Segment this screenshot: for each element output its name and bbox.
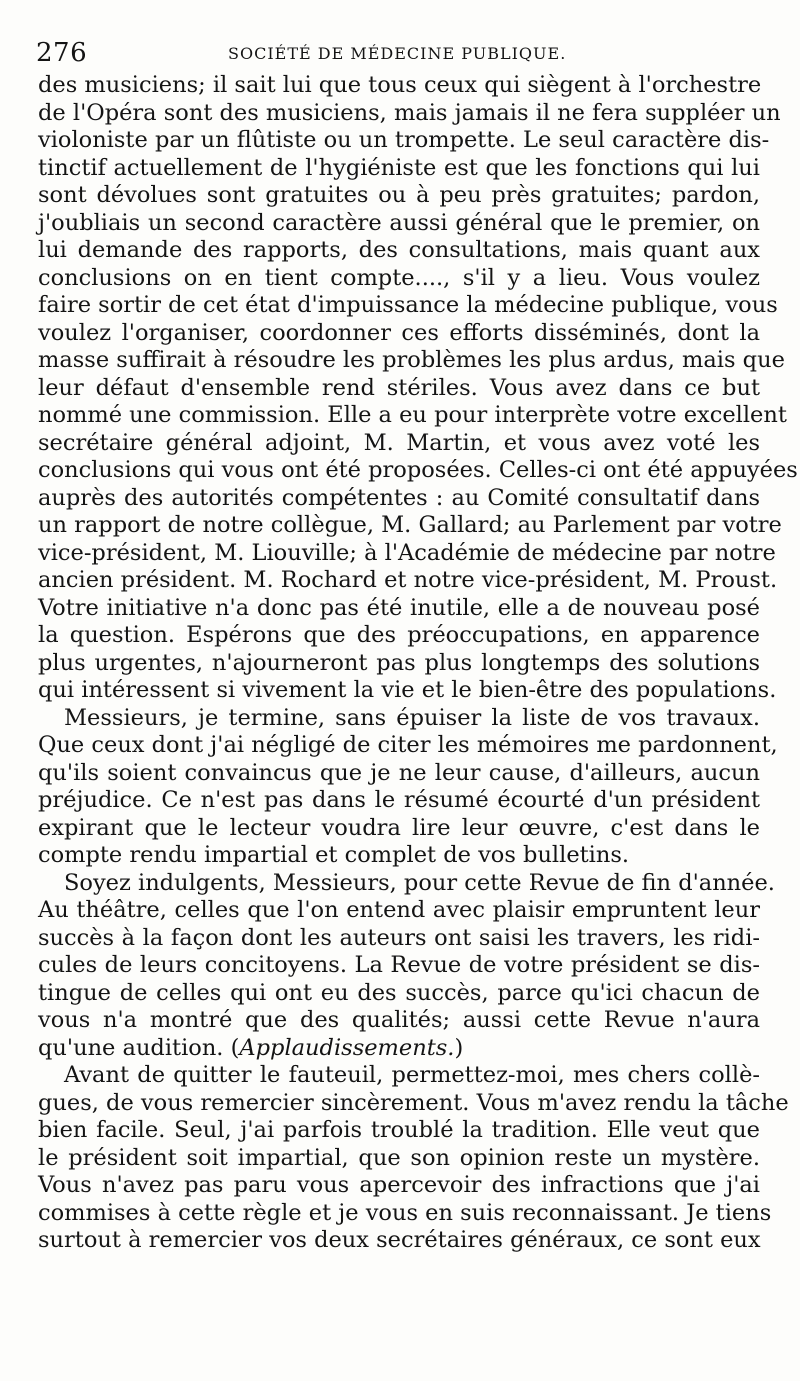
text-line: vice-président, M. Liouville; à l'Académie de médecine par notre	[38, 539, 776, 566]
text-line: Messieurs, je termine, sans épuiser la liste de vos travaux.	[64, 704, 760, 731]
text-line: faire sortir de cet état d'impuissance la médecine publique, vous	[38, 292, 778, 318]
text-line: compte rendu impartial et complet de vos bulletins.	[38, 842, 630, 868]
text-line: tinctif actuellement de l'hygiéniste est que les fonctions qui lui	[38, 154, 760, 181]
text-line: expirant que le lecteur voudra lire leur œuvre, c'est dans le	[38, 814, 760, 841]
paragraph	[38, 869, 775, 1063]
text-line: violoniste par un flûtiste ou un trompette. Le seul caractère dis-	[38, 127, 770, 153]
text-line: lui demande des rapports, des consultations, mais quant aux	[38, 237, 760, 263]
text-line: la question. Espérons que des préoccupations, en apparence	[38, 622, 760, 648]
text-line: Que ceux dont j'ai négligé de citer les mémoires me pardonnent,	[38, 732, 778, 758]
paragraph	[38, 1062, 789, 1255]
text-line: préjudice. Ce n'est pas dans le résumé écourté d'un président	[38, 787, 760, 813]
text-line: auprès des autorités compétentes : au Comité consultatif dans	[38, 484, 760, 511]
text-line: secrétaire général adjoint, M. Martin, et vous avez voté les	[38, 429, 760, 456]
text-line: succès à la façon dont les auteurs ont saisi les travers, les ridi-	[38, 924, 760, 951]
text-line: ancien président. M. Rochard et notre vice-président, M. Proust.	[38, 567, 778, 593]
text-line: sont dévolues sont gratuites ou à peu près gratuites; pardon,	[38, 182, 760, 208]
text-line: Votre initiative n'a donc pas été inutile, elle a de nouveau posé	[38, 594, 760, 621]
text-fragment: )	[454, 1034, 464, 1061]
paragraph	[38, 72, 798, 705]
paragraph	[38, 704, 778, 870]
page-number: 276	[36, 38, 88, 68]
text-line: masse suffirait à résoudre les problèmes les plus ardus, mais que	[38, 347, 785, 373]
text-line: Au théâtre, celles que l'on entend avec plaisir empruntent leur	[38, 897, 760, 923]
text-line: cules de leurs concitoyens. La Revue de votre président se dis-	[38, 952, 760, 978]
text-line: surtout à remercier vos deux secrétaires généraux, ce sont eux	[38, 1227, 761, 1253]
text-line: Soyez indulgents, Messieurs, pour cette Revue de fin d'année.	[64, 869, 775, 896]
text-line: bien facile. Seul, j'ai parfois troublé la tradition. Elle veut que	[38, 1117, 760, 1143]
text-line: un rapport de notre collègue, M. Gallard; au Parlement par votre	[38, 512, 782, 538]
text-line: conclusions on en tient compte...., s'il y a lieu. Vous voulez	[38, 264, 760, 291]
text-line	[38, 1035, 760, 1063]
text-line: des musiciens; il sait lui que tous ceux qui siègent à l'orchestre	[38, 72, 762, 98]
text-line: qui intéressent si vivement la vie et le bien-être des populations.	[38, 677, 777, 703]
text-line: plus urgentes, n'ajourneront pas plus longtemps des solutions	[38, 649, 760, 676]
text-line: gues, de vous remercier sincèrement. Vous m'avez rendu la tâche	[38, 1089, 789, 1116]
text-line: leur défaut d'ensemble rend stériles. Vous avez dans ce but	[38, 374, 760, 401]
text-line: vous n'a montré que des qualités; aussi cette Revue n'aura	[38, 1007, 760, 1033]
text-line: nommé une commission. Elle a eu pour interprète votre excellent	[38, 402, 787, 428]
text-line: de l'Opéra sont des musiciens, mais jamais il ne fera suppléer un	[38, 99, 781, 126]
text-line: le président soit impartial, que son opinion reste un mystère.	[38, 1144, 760, 1171]
text-line: Avant de quitter le fauteuil, permettez-moi, mes chers collè-	[64, 1062, 760, 1088]
text-line: j'oubliais un second caractère aussi général que le premier, on	[38, 209, 760, 236]
text-line: tingue de celles qui ont eu des succès, parce qu'ici chacun de	[38, 979, 760, 1006]
running-title: SOCIÉTÉ DE MÉDECINE PUBLIQUE.	[228, 44, 567, 63]
text-line: qu'ils soient convaincus que je ne leur cause, d'ailleurs, aucun	[38, 759, 760, 786]
body-text	[38, 72, 798, 1255]
text-fragment: qu'une audition. (	[38, 1034, 240, 1061]
running-head	[36, 38, 760, 68]
text-line: voulez l'organiser, coordonner ces efforts disséminés, dont la	[38, 319, 760, 346]
text-line: commises à cette règle et je vous en suis reconnaissant. Je tiens	[38, 1199, 772, 1226]
text-line: conclusions qui vous ont été proposées. Celles-ci ont été appuyées	[38, 457, 798, 483]
applause-note: Applaudissements.	[239, 1034, 455, 1061]
text-line: Vous n'avez pas paru vous apercevoir des infractions que j'ai	[38, 1172, 760, 1198]
